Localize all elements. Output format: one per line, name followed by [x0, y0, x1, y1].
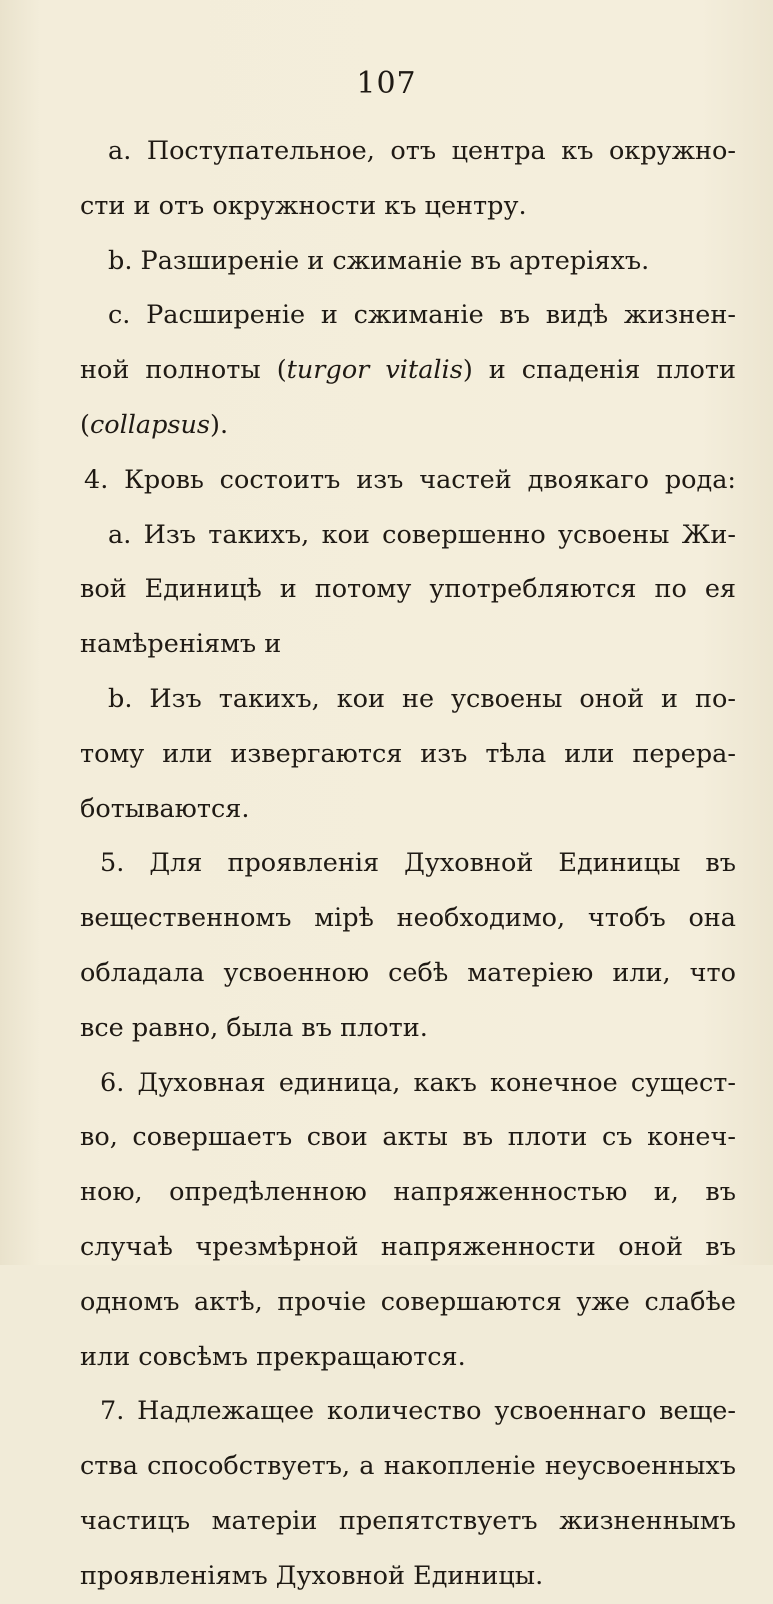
text-line: одномъ актѣ, прочіе совершаются уже слабѣе: [80, 1286, 736, 1317]
text-line: ства способствуетъ, а накопленіе неусвоенныхъ: [80, 1451, 736, 1482]
text-line: a. Поступательное, отъ центра къ окружно-: [108, 136, 736, 166]
text-line: тому или извергаются изъ тѣла или перера-: [80, 738, 736, 769]
text-line: ботываются.: [80, 793, 250, 824]
text-segment: ной полноты (: [80, 355, 287, 386]
text-line: [80, 343, 736, 398]
text-line: вещественномъ мірѣ необходимо, чтобъ она: [80, 903, 736, 934]
text-line: 7. Надлежащее количество усвоеннаго веще-: [100, 1396, 736, 1427]
body-text: [80, 124, 736, 1604]
text-line: во, совершаетъ свои акты въ плоти съ конеч-: [80, 1122, 736, 1153]
text-segment: ).: [210, 409, 229, 440]
text-line: a. Изъ такихъ, кои совершенно усвоены Жи-: [108, 519, 736, 550]
text-line: c. Расширеніе и сжиманіе въ видѣ жизнен-: [108, 300, 736, 331]
text-line: обладала усвоенною себѣ матеріею или, что: [80, 957, 736, 988]
text-line: случаѣ чрезмѣрной напряженности оной въ: [80, 1231, 736, 1262]
latin-term: collapsus: [89, 409, 211, 440]
text-line: вой Единицѣ и потому употребляются по ея: [80, 574, 736, 605]
text-line: частицъ матеріи препятствуетъ жизненнымъ: [80, 1505, 736, 1536]
text-line: проявленіямъ Духовной Единицы.: [80, 1560, 544, 1591]
text-segment: ) и спаденія плоти: [462, 355, 736, 386]
page-number: 107: [356, 66, 417, 101]
text-line: [80, 398, 736, 453]
text-line: 4. Кровь состоитъ изъ частей двоякаго рода:: [84, 464, 736, 495]
text-segment: (: [80, 409, 90, 440]
text-line: ною, опредѣленною напряженностью и, въ: [80, 1177, 736, 1208]
latin-term: turgor vitalis: [286, 355, 463, 386]
text-line: b. Изъ такихъ, кои не усвоены оной и по-: [108, 683, 736, 714]
text-line: b. Разширеніе и сжиманіе въ артеріяхъ.: [108, 245, 650, 276]
text-line: все равно, была въ плоти.: [80, 1012, 428, 1043]
text-line: намѣреніямъ и: [80, 629, 282, 660]
text-line: или совсѣмъ прекращаются.: [80, 1341, 466, 1372]
text-line: 5. Для проявленія Духовной Единицы въ: [100, 848, 736, 879]
text-line: сти и отъ окружности къ центру.: [80, 190, 527, 221]
text-line: 6. Духовная единица, какъ конечное сущест-: [100, 1067, 736, 1098]
